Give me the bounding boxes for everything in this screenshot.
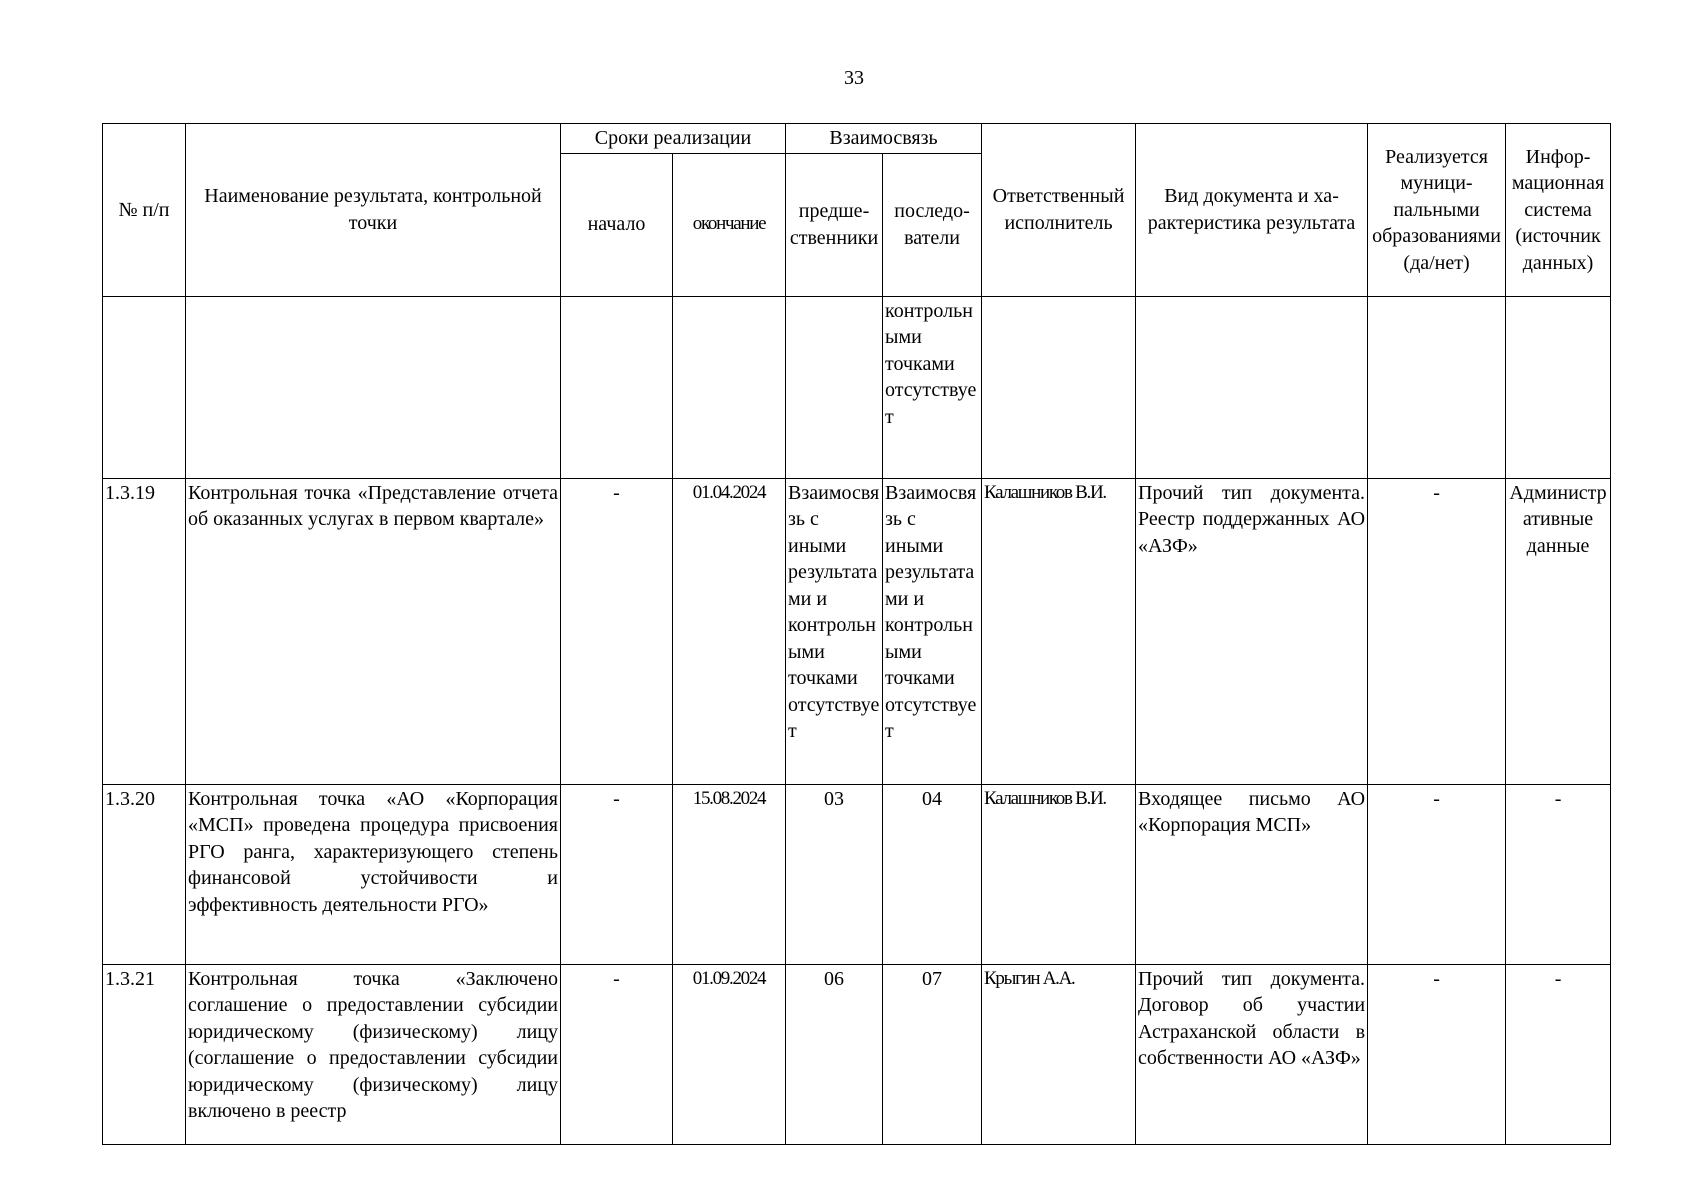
cell-info-system: - <box>1506 784 1611 964</box>
cell-start: - <box>561 964 673 1144</box>
cell-predecessors: 06 <box>786 964 883 1144</box>
cell-num <box>103 296 186 478</box>
header-start: начало <box>561 153 673 296</box>
cell-name: Контрольная точка «Заключено соглашение о предоставлении субсидии юридическому (физическому) лицу (соглашение о предоставлении субсидии юридическому (физическому) лицу включено в реестр <box>186 964 561 1144</box>
cell-info-system: Административные данные <box>1506 478 1611 784</box>
cell-info-system <box>1506 296 1611 478</box>
header-municipal: Реализуется муниципальными образованиями (да/нет) <box>1368 124 1506 297</box>
cell-responsible: Калашников В.И. <box>982 784 1136 964</box>
cell-municipal: - <box>1368 964 1506 1144</box>
cell-responsible <box>982 296 1136 478</box>
header-terms-group: Сроки реализации <box>561 124 786 154</box>
cell-successors <box>883 296 982 478</box>
control-points-table <box>102 123 1611 1145</box>
cell-responsible: Калашников В.И. <box>982 478 1136 784</box>
cell-successors: 04 <box>883 784 982 964</box>
header-info-system: Информационная система (источник данных) <box>1506 124 1611 297</box>
cell-end: 01.04.2024 <box>673 478 786 784</box>
cell-successors-text: контрольными точками отсутствует <box>885 299 977 428</box>
cell-predecessors: Взаимосвязь с иными результатами и контрольными точками отсутствует <box>786 478 883 784</box>
cell-municipal <box>1368 296 1506 478</box>
cell-name: Контрольная точка «Представление отчета об оказанных услугах в первом квартале» <box>186 478 561 784</box>
cell-doc-type: Входящее письмо АО «Корпорация МСП» <box>1136 784 1368 964</box>
cell-municipal: - <box>1368 784 1506 964</box>
header-responsible: Ответственный исполнитель <box>982 124 1136 297</box>
cell-num: 1.3.19 <box>103 478 186 784</box>
cell-doc-type: Прочий тип документа. Договор об участии Астраханской области в собственности АО «АЗФ» <box>1136 964 1368 1144</box>
table-row <box>103 478 1611 784</box>
cell-num: 1.3.21 <box>103 964 186 1144</box>
cell-name <box>186 296 561 478</box>
cell-predecessors: 03 <box>786 784 883 964</box>
cell-predecessors <box>786 296 883 478</box>
cell-municipal: - <box>1368 478 1506 784</box>
table-row <box>103 784 1611 964</box>
cell-doc-type: Прочий тип документа. Реестр поддержанных АО «АЗФ» <box>1136 478 1368 784</box>
header-successors: последователи <box>883 153 982 296</box>
table-row <box>103 296 1611 478</box>
header-predecessors: предшественники <box>786 153 883 296</box>
cell-start: - <box>561 478 673 784</box>
cell-start <box>561 296 673 478</box>
cell-successors: Взаимосвязь с иными результатами и контрольными точками отсутствует <box>883 478 982 784</box>
page-number: 33 <box>844 67 864 89</box>
cell-doc-type <box>1136 296 1368 478</box>
header-num: № п/п <box>103 124 186 297</box>
cell-end: 01.09.2024 <box>673 964 786 1144</box>
header-end: окончание <box>673 153 786 296</box>
cell-info-system: - <box>1506 964 1611 1144</box>
cell-end <box>673 296 786 478</box>
table-header <box>103 124 1611 297</box>
header-doc-type: Вид документа и характеристика результата <box>1136 124 1368 297</box>
cell-start: - <box>561 784 673 964</box>
cell-successors: 07 <box>883 964 982 1144</box>
cell-name: Контрольная точка «АО «Корпорация «МСП» проведена процедура присвоения РГО ранга, характеризующего степень финансовой устойчивости и эффективность деятельности РГО» <box>186 784 561 964</box>
cell-responsible: Крыгин А.А. <box>982 964 1136 1144</box>
header-link-group: Взаимосвязь <box>786 124 982 154</box>
cell-num: 1.3.20 <box>103 784 186 964</box>
cell-end: 15.08.2024 <box>673 784 786 964</box>
header-name: Наименование результата, контрольной точки <box>186 124 561 297</box>
table-row <box>103 964 1611 1144</box>
